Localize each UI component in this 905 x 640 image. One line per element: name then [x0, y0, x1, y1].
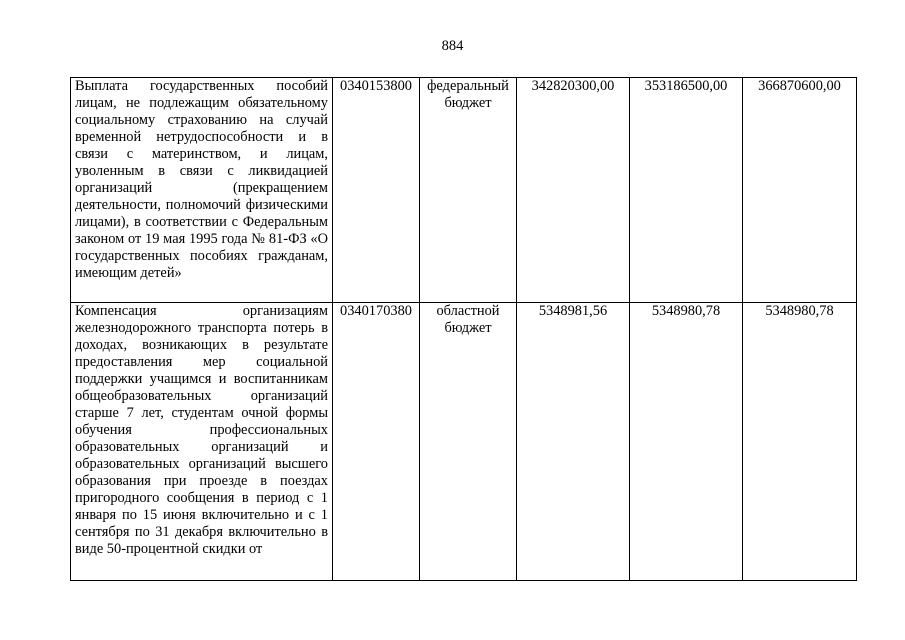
- budget-table: [70, 77, 857, 581]
- amount-year-1-cell: 342820300,00: [517, 78, 630, 303]
- amount-year-3-cell: 366870600,00: [743, 78, 857, 303]
- budget-code-cell: 0340170380: [333, 303, 420, 581]
- amount-year-2-cell: 5348980,78: [630, 303, 743, 581]
- table-row: [71, 78, 857, 303]
- amount-year-2-cell: 353186500,00: [630, 78, 743, 303]
- funding-source-cell: областной бюджет: [420, 303, 517, 581]
- budget-code-cell: 0340153800: [333, 78, 420, 303]
- program-name-cell: Компенсация организациям железнодорожного транспорта потерь в доходах, возникающих в результате предоставления мер социальной поддержки учащимся и воспитанникам общеобразовательных организаций старше 7 лет, студентам очной формы обучения профессиональных образовательных организаций и образовательных организаций высшего образования при проезде в поездах пригородного сообщения в период с 1 января по 15 июня включительно и с 1 сентября по 31 декабря включительно в виде 50-процентной скидки от: [71, 303, 333, 581]
- program-name-cell: Выплата государственных пособий лицам, не подлежащим обязательному социальному страхованию на случай временной нетрудоспособности и в связи с материнством, и лицам, уволенным в связи с ликвидацией организаций (прекращением деятельности, полномочий физическими лицами), в соответствии с Федеральным законом от 19 мая 1995 года № 81-ФЗ «О государственных пособиях гражданам, имеющим детей»: [71, 78, 333, 303]
- funding-source-cell: федеральный бюджет: [420, 78, 517, 303]
- table-row: [71, 303, 857, 581]
- amount-year-1-cell: 5348981,56: [517, 303, 630, 581]
- page-number: 884: [441, 38, 464, 54]
- amount-year-3-cell: 5348980,78: [743, 303, 857, 581]
